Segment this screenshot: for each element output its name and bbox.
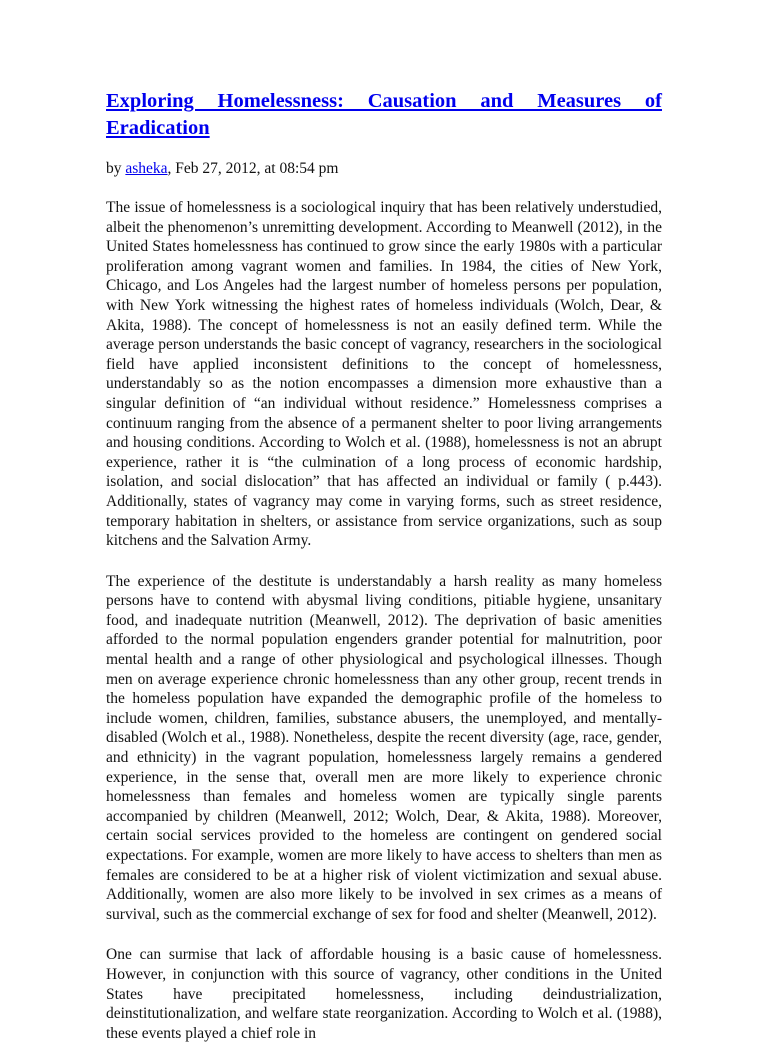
author-link[interactable]: asheka — [125, 160, 168, 177]
paragraph-2: The experience of the destitute is understandably a harsh reality as many homeless persons have to contend with abysmal living conditions, pitiable hygiene, unsanitary food, and inadequate nutrition (Meanwell, 2012). The deprivation of basic amenities afforded to the normal population engenders grander potential for malnutrition, poor mental health and a range of other physiological and psychological illnesses. Though men on average experience chronic homelessness than any other group, recent trends in the homeless population have expanded the demographic profile of the homeless to include women, children, families, substance abusers, the unemployed, and mentally-disabled (Wolch et al., 1988). Nonetheless, despite the recent diversity (age, race, gender, and ethnicity) in the vagrant population, homelessness largely remains a gendered experience, in the sense that, overall men are more likely to experience chronic homelessness than females and homeless women are typically single parents accompanied by children (Meanwell, 2012; Wolch, Dear, & Akita, 1988). Moreover, certain social services provided to the homeless are contingent on gendered social expectations. For example, women are more likely to have access to shelters than men as females are considered to be at a higher risk of violent victimization and sexual abuse. Additionally, women are also more likely to be involved in sex crimes as a means of survival, such as the commercial exchange of sex for food and shelter (Meanwell, 2012). — [106, 572, 662, 923]
byline — [106, 159, 662, 178]
article — [106, 88, 662, 1043]
paragraph-1: The issue of homelessness is a sociological inquiry that has been relatively understudied, albeit the phenomenon’s unremitting development. According to Meanwell (2012), in the United States homelessness has continued to grow since the early 1980s with a particular proliferation among vagrant women and families. In 1984, the cities of New York, Chicago, and Los Angeles had the largest number of homeless persons per population, with New York witnessing the highest rates of homeless individuals (Wolch, Dear, & Akita, 1988). The concept of homelessness is not an easily defined term. While the average person understands the basic concept of vagrancy, researchers in the sociological field have applied inconsistent definitions to the concept of homelessness, understandably so as the notion encompasses a dimension more exhaustive than a singular definition of “an individual without residence.” Homelessness comprises a continuum ranging from the absence of a permanent shelter to poor living arrangements and housing conditions. According to Wolch et al. (1988), homelessness is not an abrupt experience, rather it is “the culmination of a long process of economic hardship, isolation, and social dislocation” that has affected an individual or family ( p.443). Additionally, states of vagrancy may come in varying forms, such as street residence, temporary habitation in shelters, or assistance from service organizations, such as soup kitchens and the Salvation Army. — [106, 199, 662, 550]
byline-date: , Feb 27, 2012, at 08:54 pm — [167, 160, 339, 177]
article-title-link[interactable]: Exploring Homelessness: Causation and Measures of Eradication — [106, 90, 662, 139]
paragraph-3: One can surmise that lack of affordable housing is a basic cause of homelessness. However, in conjunction with this source of vagrancy, other conditions in the United States have precipitated homelessness, including deindustrialization, deinstitutionalization, and welfare state reorganization. According to Wolch et al. (1988), these events played a chief role in — [106, 946, 662, 1042]
article-title — [106, 88, 662, 142]
byline-prefix: by — [106, 160, 126, 177]
